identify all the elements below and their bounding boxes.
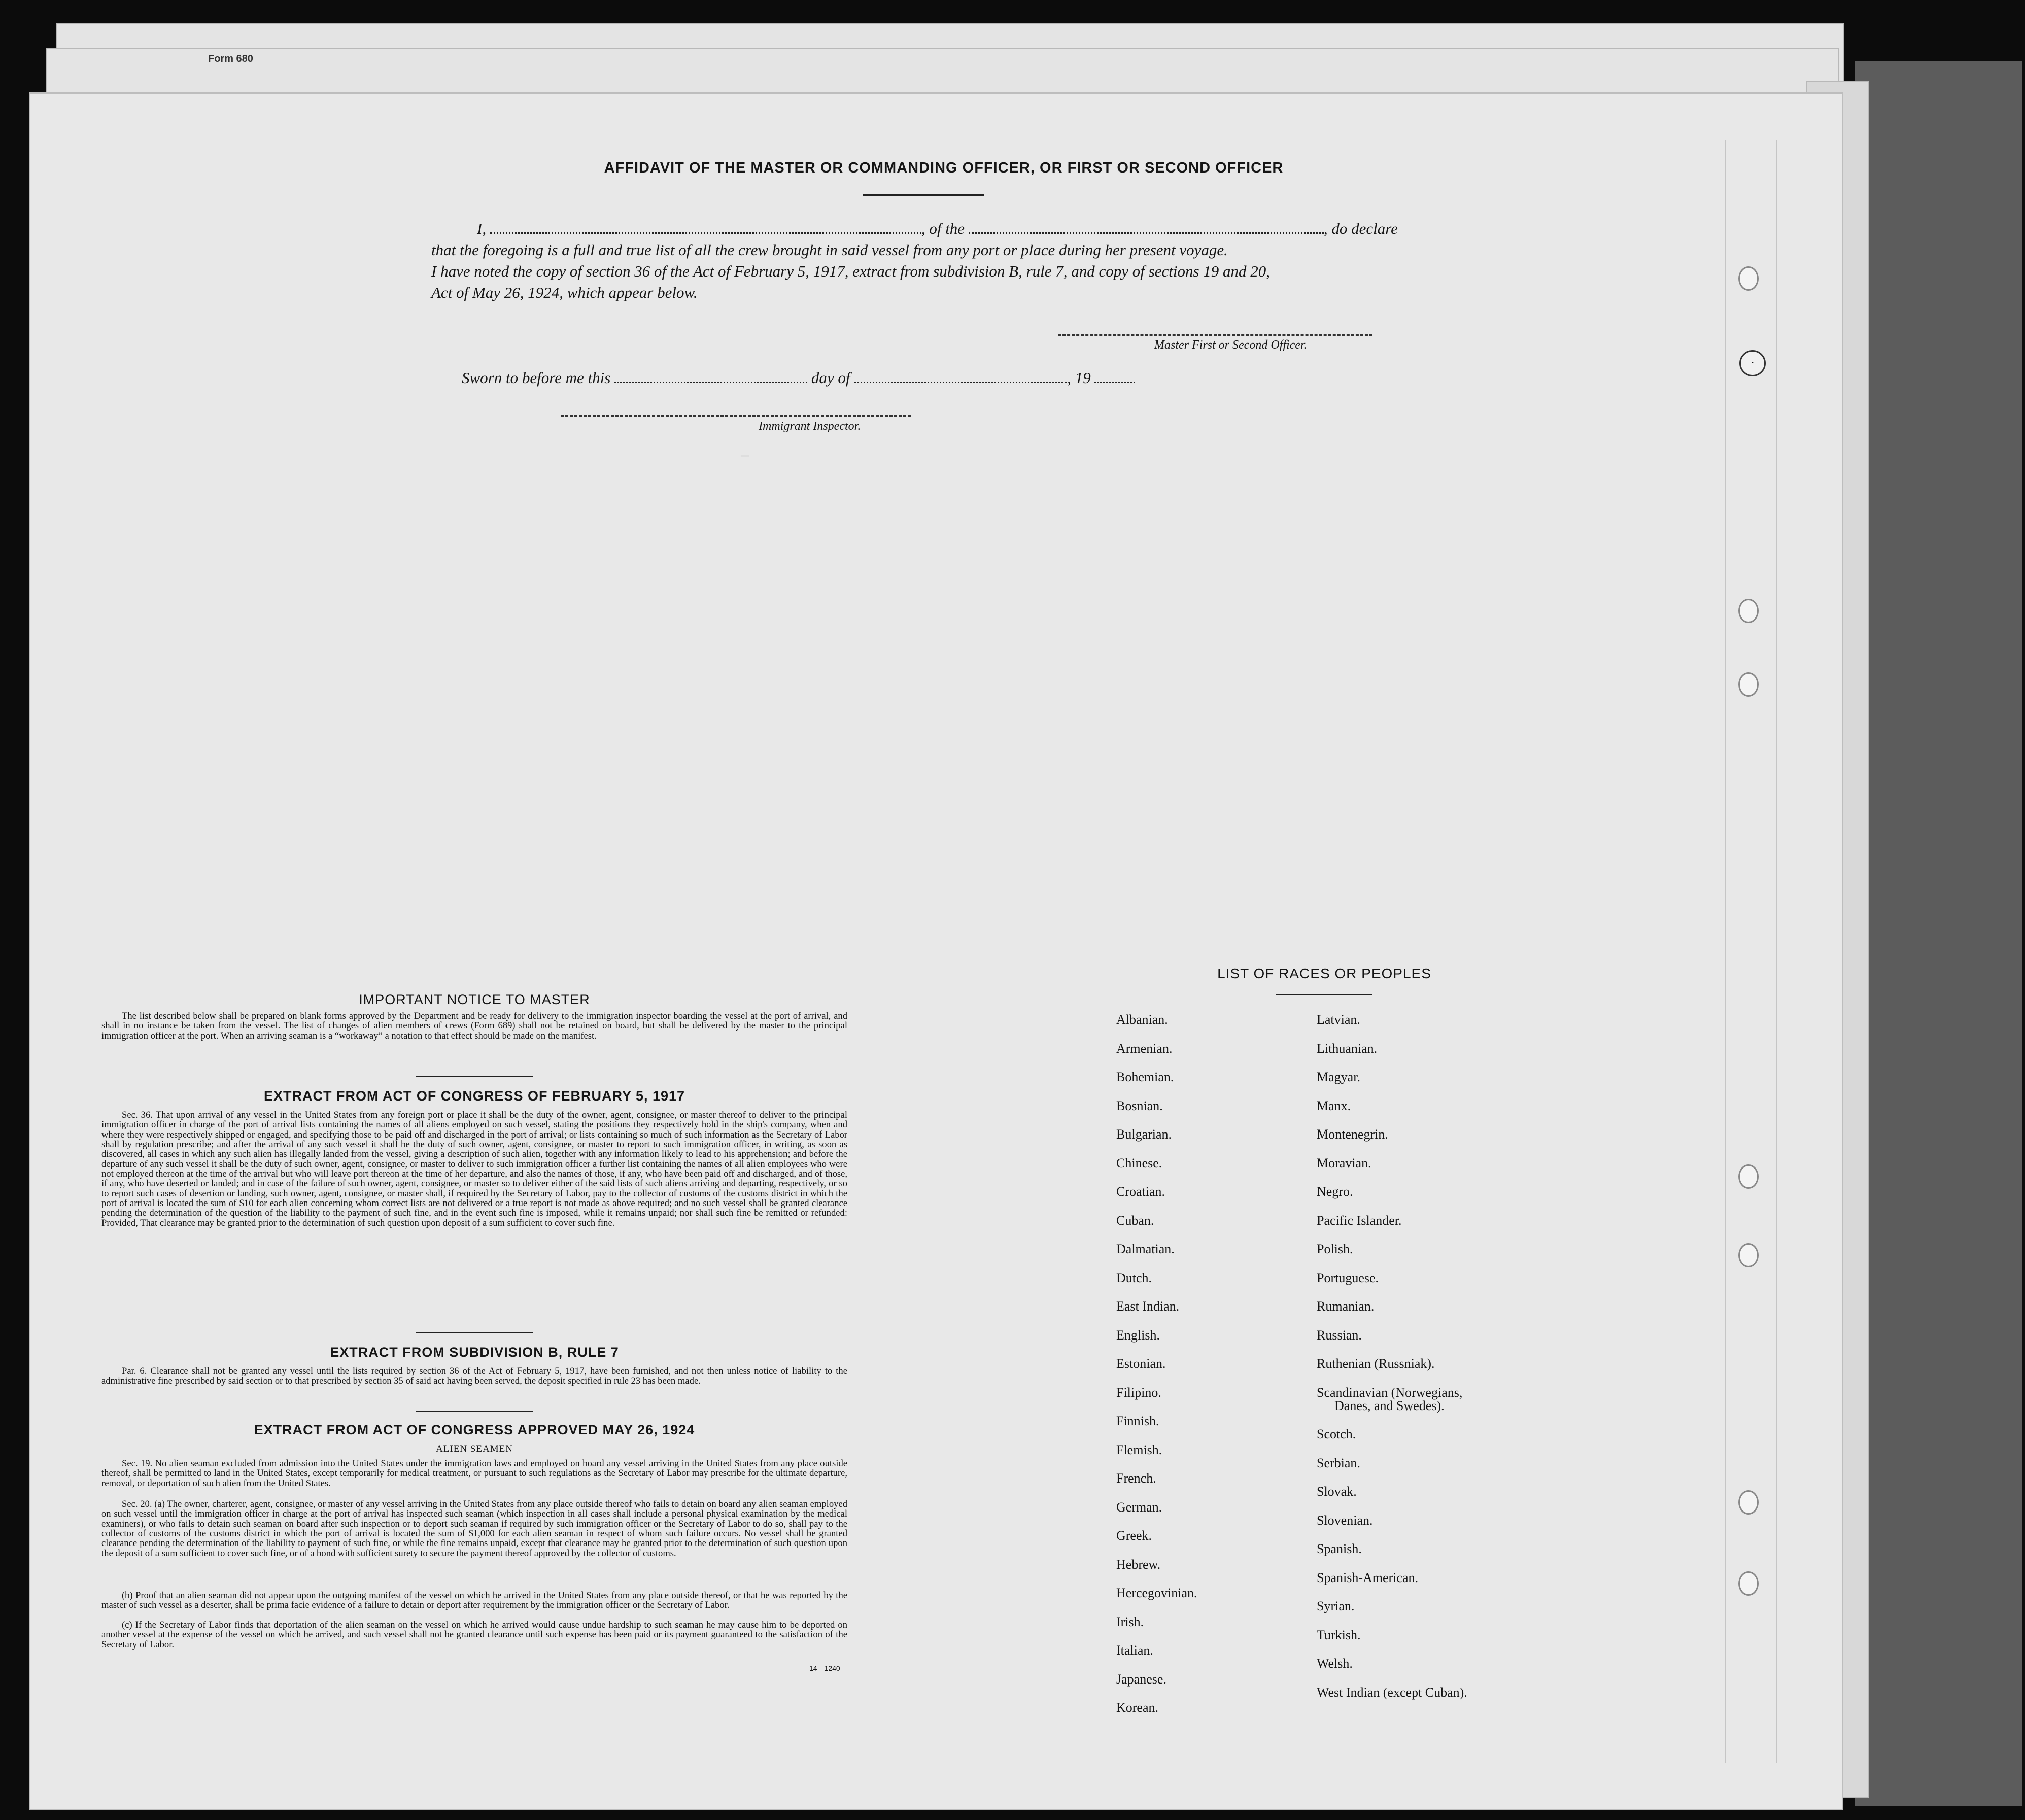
master-signature-line — [1058, 334, 1372, 336]
vessel-blank — [969, 232, 1324, 234]
sworn-year-blank — [1094, 382, 1135, 383]
of-the-label: , of the — [921, 220, 965, 237]
race-item: Negro. — [1317, 1184, 1353, 1199]
race-item: Scotch. — [1317, 1427, 1356, 1441]
race-item: French. — [1116, 1471, 1156, 1486]
race-item: Chinese. — [1116, 1155, 1162, 1171]
race-item: Scandinavian (Norwegians, — [1317, 1385, 1463, 1400]
extract-1924-title: EXTRACT FROM ACT OF CONGRESS APPROVED MAY 26, 1924 — [254, 1422, 695, 1437]
bleed-through-rule — [1776, 140, 1777, 1763]
race-item: Italian. — [1116, 1643, 1153, 1658]
affidavit-line-3: I have noted the copy of section 36 of the Act of February 5, 1917, extract from subdivision B, rule 7, and copy of sections 19 and 20, — [431, 262, 1271, 280]
binder-hole — [1738, 1243, 1759, 1267]
race-item: Estonian. — [1116, 1356, 1166, 1371]
race-item: Cuban. — [1116, 1213, 1154, 1228]
race-item: Albanian. — [1116, 1012, 1168, 1027]
race-item: Filipino. — [1116, 1385, 1161, 1400]
master-signature-caption: Master First or Second Officer. — [1154, 338, 1307, 352]
race-item: Rumanian. — [1317, 1299, 1375, 1314]
notice-title: IMPORTANT NOTICE TO MASTER — [359, 992, 590, 1007]
sworn-month-blank — [854, 382, 1067, 383]
bleed-through-row: ─ — [741, 449, 749, 465]
name-blank — [490, 232, 921, 234]
binder-hole — [1738, 672, 1759, 697]
race-item: Hebrew. — [1116, 1557, 1161, 1572]
race-item: Lithuanian. — [1317, 1041, 1378, 1056]
race-item: Dutch. — [1116, 1270, 1152, 1285]
race-item: Polish. — [1317, 1242, 1353, 1256]
race-item: Serbian. — [1317, 1455, 1360, 1470]
race-item: Montenegrin. — [1317, 1127, 1388, 1142]
race-item: Flemish. — [1116, 1442, 1162, 1457]
race-item: Korean. — [1116, 1700, 1159, 1715]
race-item: Bohemian. — [1116, 1070, 1174, 1084]
extract-1917-rule — [416, 1332, 533, 1333]
inspector-signature-caption: Immigrant Inspector. — [759, 420, 861, 433]
race-item: East Indian. — [1116, 1299, 1180, 1314]
sworn-day-blank — [614, 382, 807, 383]
race-item: English. — [1116, 1327, 1160, 1343]
form-number: Form 680 — [208, 53, 253, 64]
bleed-through-rule — [1725, 140, 1726, 1763]
binder-hole — [1738, 599, 1759, 623]
affidavit-line-1 — [477, 220, 1398, 238]
race-item: Finnish. — [1116, 1414, 1159, 1428]
affidavit-line-2: that the foregoing is a full and true list of all the crew brought in said vessel from any port or place during her present voyage. — [431, 241, 1228, 259]
race-item: Bosnian. — [1116, 1098, 1163, 1113]
notice-text: The list described below shall be prepared on blank forms approved by the Department and be ready for delivery to the immigration inspector boarding the vessel at the port of arrival, and shall in no instance be taken from the vessel. The list of changes of alien members of crews (Form 689) shall not be retained on board, but shall be delivered by the master to the principal immigration officer at the port. When an arriving seaman is a “workaway” a notation to that effect should be made on the manifest. — [101, 1011, 847, 1041]
race-item: Latvian. — [1317, 1012, 1360, 1027]
rule-7-title: EXTRACT FROM SUBDIVISION B, RULE 7 — [330, 1345, 619, 1360]
races-title: LIST OF RACES OR PEOPLES — [1217, 966, 1431, 981]
race-item: Spanish-American. — [1317, 1570, 1419, 1585]
race-item: Magyar. — [1317, 1070, 1360, 1084]
binder-hole — [1738, 1490, 1759, 1515]
race-item: Turkish. — [1317, 1627, 1361, 1642]
races-rule — [1276, 994, 1372, 995]
do-declare-label: , do declare — [1323, 220, 1398, 237]
stamp-mark: • — [1739, 350, 1766, 376]
race-item: Ruthenian (Russniak). — [1317, 1356, 1435, 1371]
sec-20c-text: (c) If the Secretary of Labor finds that deportation of the alien seaman on the vessel on which he arrived would cause undue hardship to such seaman he may cause him to be deported on another vessel at the expense of the vessel on which he arrived, and such vessel shall not be granted clearance until such expense has been paid or its payment guaranteed to the satisfaction of the Secretary of Labor. — [101, 1620, 847, 1650]
race-item: Spanish. — [1317, 1541, 1362, 1556]
race-item: Danes, and Swedes). — [1334, 1398, 1445, 1413]
race-item: Pacific Islander. — [1317, 1213, 1402, 1228]
notice-rule — [416, 1076, 533, 1077]
race-item: Armenian. — [1116, 1041, 1173, 1056]
race-item: Manx. — [1317, 1098, 1351, 1113]
pronoun: I, — [477, 220, 487, 237]
binder-hole — [1738, 266, 1759, 291]
race-item: Moravian. — [1317, 1155, 1371, 1171]
race-item: Croatian. — [1116, 1184, 1165, 1199]
alien-seamen-subtitle: ALIEN SEAMEN — [436, 1444, 513, 1454]
affidavit-line-4: Act of May 26, 1924, which appear below. — [431, 284, 698, 301]
race-item: Welsh. — [1317, 1656, 1353, 1671]
sworn-line — [462, 369, 1135, 387]
sec-20b-text: (b) Proof that an alien seaman did not appear upon the outgoing manifest of the vessel on which he arrived in the United States from any place outside thereof, or that he was reported by the master of such vessel as a deserter, shall be prima facie evidence of a failure to detain or deport after requirement by the immigration officer or the Secretary of Labor. — [101, 1590, 847, 1611]
race-item: German. — [1116, 1499, 1162, 1515]
right-edge-strip — [1855, 61, 2022, 1806]
sec-19-text: Sec. 19. No alien seaman excluded from admission into the United States under the immigration laws and employed on board any vessel arriving in the United States from any place outside thereof, shall be permitted to land in the United States, except temporarily for medical treatment, or pursuant to such regulations as the Secretary of Labor may prescribe for the ultimate departure, removal, or deportation of such alien from the United States. — [101, 1458, 847, 1489]
race-item: Dalmatian. — [1116, 1242, 1175, 1256]
rule-7-rule — [416, 1411, 533, 1412]
year-label: , 19 — [1067, 369, 1091, 387]
race-item: Portuguese. — [1317, 1270, 1379, 1285]
race-item: Greek. — [1116, 1528, 1152, 1543]
affidavit-title: AFFIDAVIT OF THE MASTER OR COMMANDING OFFICER, OR FIRST OR SECOND OFFICER — [604, 160, 1284, 176]
extract-1917-title: EXTRACT FROM ACT OF CONGRESS OF FEBRUARY 5, 1917 — [263, 1088, 685, 1104]
race-item: Bulgarian. — [1116, 1127, 1172, 1142]
race-item: Japanese. — [1116, 1671, 1166, 1687]
day-of-label: day of — [811, 369, 850, 387]
inspector-signature-line — [561, 415, 911, 417]
binder-hole — [1738, 1164, 1759, 1189]
race-item: Slovenian. — [1317, 1513, 1373, 1528]
rule-7-text: Par. 6. Clearance shall not be granted any vessel until the lists required by section 36 of the Act of February 5, 1917, have been furnished, and not then unless notice of liability to the administrative fine prescribed by said section or to that prescribed by section 35 of said act having been served, the deposit specified in rule 23 has been made. — [101, 1366, 847, 1387]
race-item: Slovak. — [1317, 1484, 1357, 1499]
sec-20a-text: Sec. 20. (a) The owner, charterer, agent, consignee, or master of any vessel arriving in the United States from any place outside thereof who fails to detain on board any alien seaman employed on such vessel until the immigration officer in charge at the port of arrival has inspected such seaman (which inspection in all cases shall include a personal physical examination by the medical examiners), or who fails to detain such seaman on board after such inspection or to deport such seaman if required by such immigration officer or the Secretary of Labor to do so, shall pay to the collector of customs of the customs district in which the port of arrival is located the sum of $1,000 for each alien seaman in respect of whom such failure occurs. No vessel shall be granted clearance pending the determination of the liability to payment of such fine, or while the fine remains unpaid, except that clearance may be granted prior to the determination of such question upon the deposit of a sum sufficient to cover such fine, or of a bond with sufficient surety to secure the payment thereof approved by the collector of customs. — [101, 1499, 847, 1559]
race-item: West Indian (except Cuban). — [1317, 1685, 1467, 1700]
race-item: Syrian. — [1317, 1599, 1355, 1613]
binder-hole — [1738, 1571, 1759, 1596]
sworn-label: Sworn to before me this — [462, 369, 611, 387]
extract-1917-text: Sec. 36. That upon arrival of any vessel in the United States from any foreign port or place it shall be the duty of the owner, agent, consignee, or master thereof to deliver to the principal immigration officer in charge of the port of arrival lists containing the names of all aliens employed on such vessel, stating the positions they respectively hold in the ship's company, when and where they were respectively shipped or engaged, and specifying those to be paid off and discharged in the port of arrival; or lists containing so much of such information as the Secretary of Labor shall by regulation prescribe; and after the arrival of any such vessel it shall be the duty of such owner, agent, consignee, or master to report to such immigration officer, in writing, as soon as discovered, all cases in which any such alien has illegally landed from the vessel, giving a description of such alien, together with any information likely to lead to his apprehension; and before the departure of any such vessel it shall be the duty of such owner, agent, consignee, or master to deliver to such immigration officer a further list containing the names of all alien employees who were not employed thereon at the time of the arrival but who will leave port thereon at the time of her departure, and also the names of those, if any, who have been paid off and discharged, and of those, if any, who have deserted or landed; and in case of the failure of such owner, agent, consignee, or master so to deliver either of the said lists of such aliens arriving and departing, respectively, or so to report such cases of desertion or landing, such owner, agent, consignee, or master shall, if required by the Secretary of Labor, pay to the collector of customs of the customs district in which the port of arrival is located the sum of $10 for each alien concerning whom correct lists are not delivered or a true report is not made as above required; and no such vessel shall be granted clearance pending the determination of the question of the liability to the payment of such fine, and in the event such fine is imposed, while it remains unpaid; nor shall such fine be remitted or refunded: Provided, That clearance may be granted prior to the determination of such question upon deposit of a sum sufficient to cover such fine. — [101, 1110, 847, 1228]
race-item: Hercegovinian. — [1116, 1586, 1197, 1600]
affidavit-title-rule — [863, 194, 984, 196]
form-code: 14—1240 — [809, 1664, 840, 1672]
race-item: Irish. — [1116, 1614, 1144, 1629]
affidavit-page — [30, 94, 1842, 1809]
race-item: Russian. — [1317, 1327, 1362, 1343]
